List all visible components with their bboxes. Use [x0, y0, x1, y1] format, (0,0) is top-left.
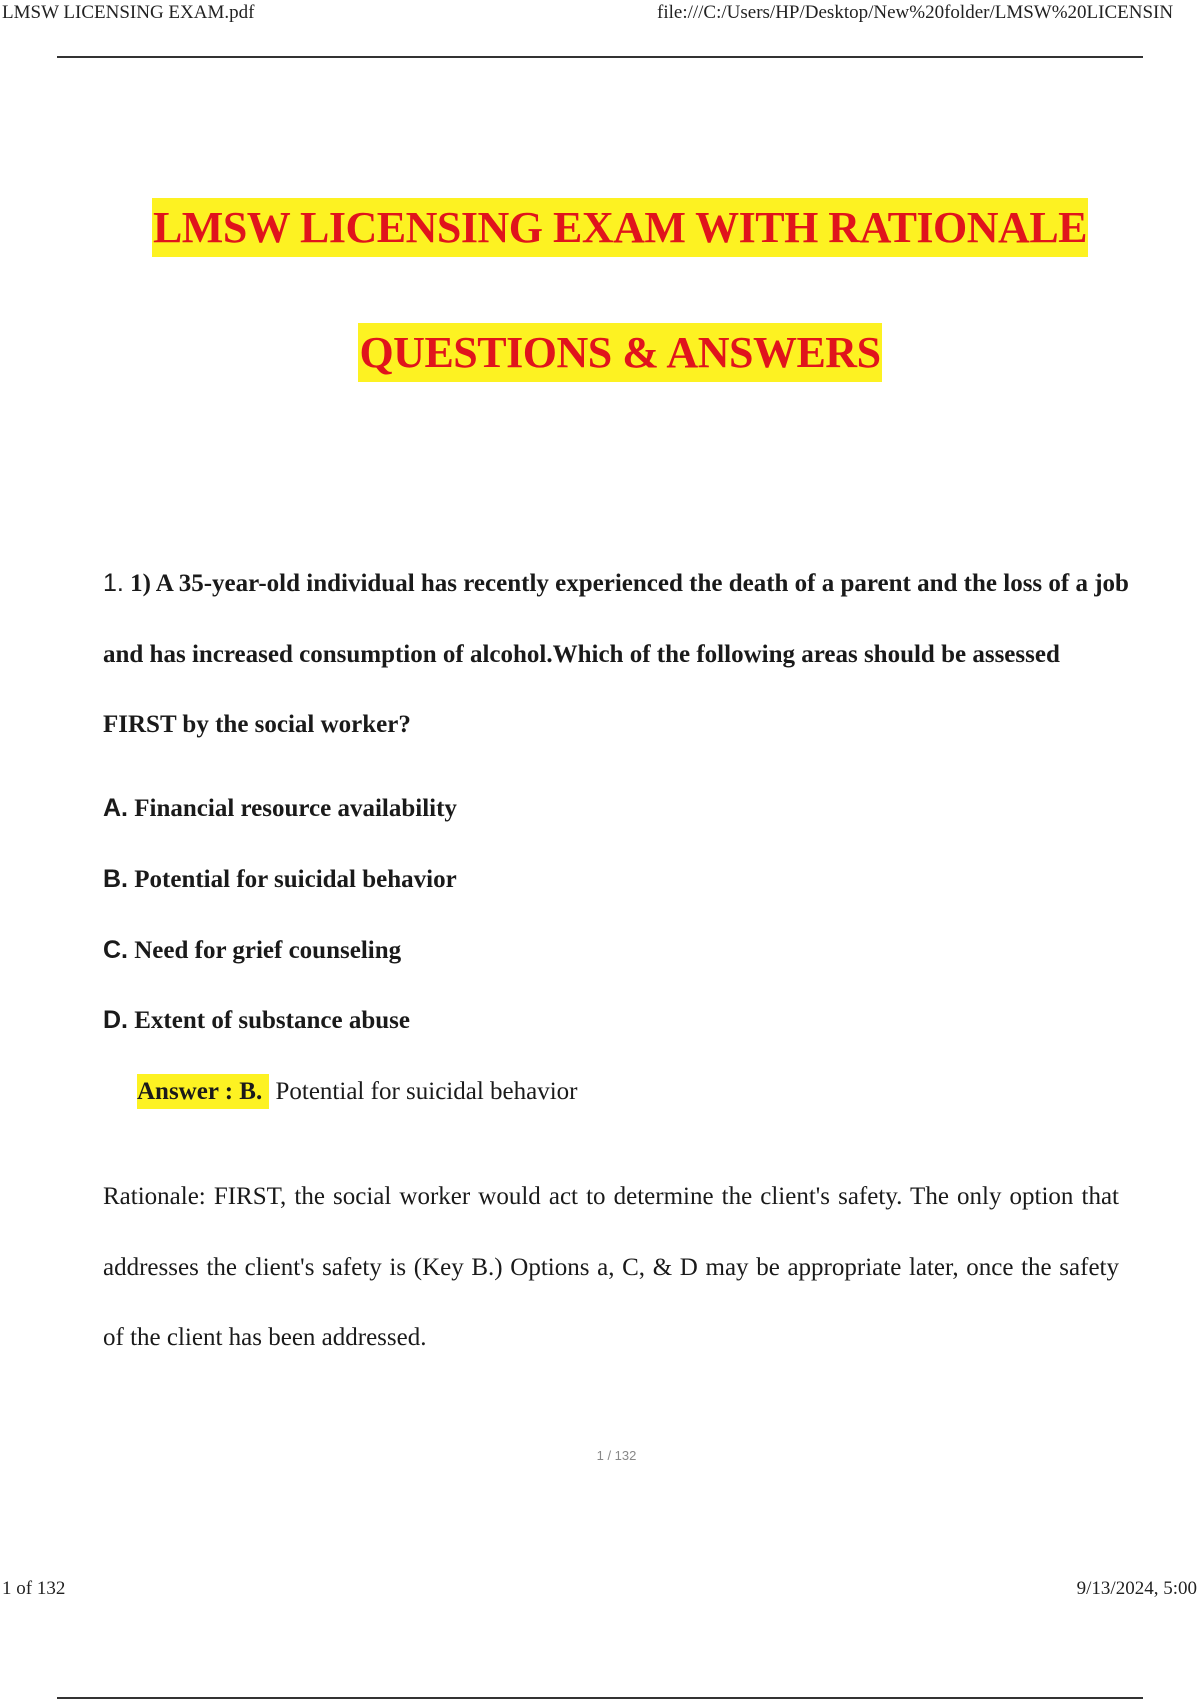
option-b [103, 865, 457, 894]
document-title-text: LMSW LICENSING EXAM WITH RATIONALE [152, 198, 1088, 257]
document-subtitle-text: QUESTIONS & ANSWERS [358, 323, 881, 382]
print-header-filepath: file:///C:/Users/HP/Desktop/New%20folder/LMSW%20LICENSIN [657, 2, 1174, 23]
option-c [103, 936, 401, 965]
header-divider [57, 56, 1143, 58]
option-text: Potential for suicidal behavior [134, 866, 457, 893]
option-text: Financial resource availability [134, 795, 457, 822]
option-text: Extent of substance abuse [134, 1007, 410, 1034]
option-text: Need for grief counseling [134, 937, 402, 964]
footer-divider [57, 1697, 1143, 1699]
question-number: 1. [103, 569, 124, 597]
print-header-filename: LMSW LICENSING EXAM.pdf [2, 2, 255, 23]
document-title [0, 202, 1200, 253]
print-footer-page-count: 1 of 132 [2, 1578, 66, 1599]
option-letter: B. [103, 865, 128, 893]
question-1 [103, 548, 1133, 761]
answer-text: Potential for suicidal behavior [275, 1078, 578, 1105]
option-d [103, 1006, 410, 1035]
option-letter: C. [103, 936, 128, 964]
rationale: Rationale: FIRST, the social worker would act to determine the client's safety. The only option that addresses the client's safety is (Key B.) Options a, C, & D may be appropriate later, once the safety of the client has been addressed. [103, 1183, 1119, 1351]
print-footer-timestamp: 9/13/2024, 5:00 [1076, 1578, 1197, 1599]
document-subtitle [0, 327, 1200, 378]
question-text: 1) A 35-year-old individual has recently experienced the death of a parent and the loss of a job and has increased consumption of alcohol.Which of the following areas should be assessed FIRST by the social worker? [103, 570, 1129, 738]
answer [137, 1078, 578, 1106]
option-a [103, 794, 457, 823]
answer-label: Answer : B. [137, 1074, 269, 1109]
option-letter: D. [103, 1006, 128, 1034]
page-indicator: 1 / 132 [596, 1448, 637, 1463]
option-letter: A. [103, 794, 128, 822]
